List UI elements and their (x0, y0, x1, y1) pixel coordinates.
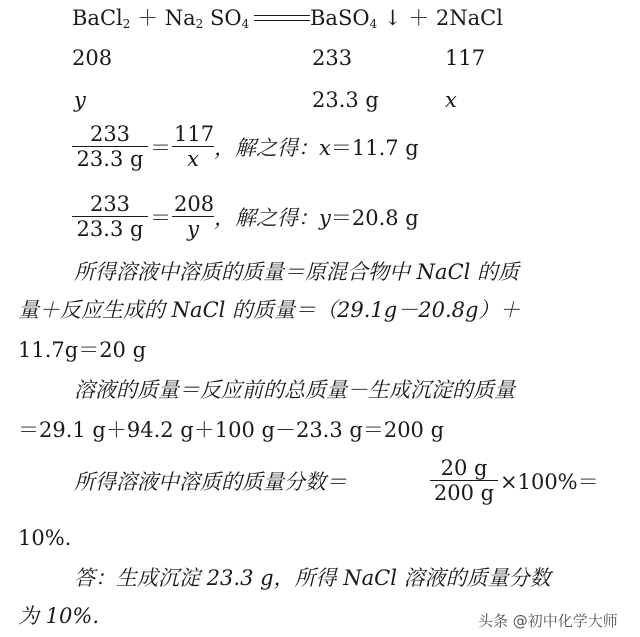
ratio1-left-fraction (72, 122, 148, 171)
fraction-denominator: 23.3 g (72, 216, 148, 241)
para1-line1: 所得溶液中溶质的质量＝原混合物中 NaCl 的质 (74, 260, 520, 284)
answer-line2: 为 10%. (18, 604, 100, 628)
mass-fraction-fraction (430, 456, 498, 505)
fraction-numerator: 117 (174, 122, 215, 146)
product-baso4: BaSO$_4$ (310, 6, 378, 31)
plus-sign: ＋ (137, 6, 159, 30)
fraction-numerator: 20 g (440, 456, 488, 480)
ratio1-equals: ＝ (150, 136, 171, 160)
equals-bar-top (254, 15, 310, 16)
mass-baso4: 233 (312, 46, 353, 70)
ratio2-left-fraction (72, 192, 148, 241)
plus-sign-2: ＋ (408, 6, 430, 30)
chemical-equation (72, 6, 249, 36)
ratio1-solution: ，解之得：x＝11.7 g (214, 136, 419, 160)
mass-fraction-suffix: ×100%＝ (500, 470, 599, 494)
reactant-na2so4: $Na_2$ $SO_4$ (164, 6, 250, 31)
precipitate-arrow-icon: ↓ (383, 6, 402, 30)
fraction-denominator: 23.3 g (72, 146, 148, 171)
mass-fraction-label: 所得溶液中溶质的质量分数＝ (74, 470, 347, 494)
chemical-equation-products (310, 6, 503, 36)
ratio1-right-fraction (172, 122, 214, 171)
ratio2-right-fraction (172, 192, 214, 241)
fraction-denominator: 200 g (430, 480, 498, 505)
mass-bacl2: 208 (72, 46, 113, 70)
watermark: 头条 @初中化学大师 (478, 612, 618, 630)
value-baso4: 23.3 g (312, 88, 379, 112)
fraction-numerator: 208 (174, 192, 215, 216)
fraction-denominator: x (172, 146, 214, 171)
mass-fraction-result: 10%. (18, 526, 72, 550)
fraction-numerator: 233 (89, 192, 131, 216)
mass-nacl: 117 (445, 46, 486, 70)
para2-line1: 溶液的质量＝反应前的总质量－生成沉淀的质量 (74, 378, 515, 402)
ratio2-solution: ，解之得：y＝20.8 g (214, 206, 419, 230)
para2-line2: ＝29.1 g＋94.2 g＋100 g－23.3 g＝200 g (18, 418, 445, 442)
reactant-bacl2: BaCl$_2$ (72, 6, 131, 31)
para1-line2: 量＋反应生成的 NaCl 的质量＝（29.1g－20.8g）＋ (18, 298, 521, 322)
product-nacl: 2NaCl (435, 6, 503, 30)
value-x: x (445, 88, 457, 112)
value-y: y (74, 88, 86, 112)
fraction-numerator: 233 (89, 122, 131, 146)
para1-line3: 11.7g＝20 g (18, 338, 147, 362)
fraction-denominator: y (172, 216, 214, 241)
equals-bar-bottom (254, 20, 310, 21)
ratio2-equals: ＝ (150, 206, 171, 230)
answer-line1: 答：生成沉淀 23.3 g，所得 NaCl 溶液的质量分数 (74, 566, 551, 590)
